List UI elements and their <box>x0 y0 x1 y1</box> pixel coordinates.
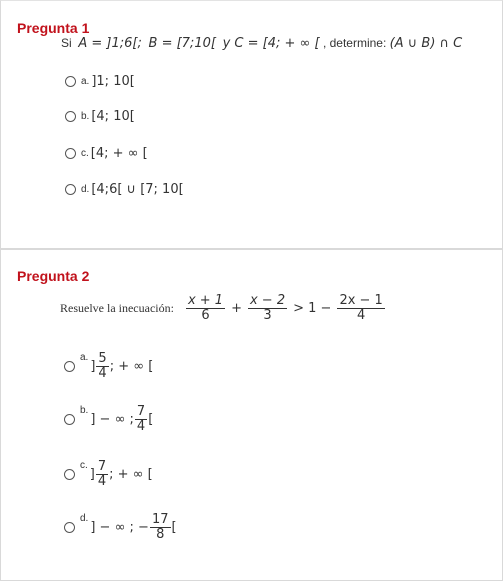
question-statement <box>61 36 462 51</box>
set-a: A = ]1;6[; <box>78 36 142 51</box>
option-fraction <box>96 352 108 380</box>
plus-sign: + <box>231 300 242 316</box>
inequality-statement <box>60 294 389 322</box>
fraction-denominator: 4 <box>97 473 107 489</box>
radio-button[interactable] <box>64 414 75 425</box>
statement-lead: Resuelve la inecuación: <box>60 300 174 315</box>
fraction-numerator: 17 <box>151 512 169 527</box>
statement-si: Si <box>61 36 72 50</box>
option-d[interactable] <box>64 513 177 541</box>
fraction-denominator: 4 <box>98 365 107 381</box>
statement-determine: , determine: <box>322 36 387 50</box>
fraction-numerator: 7 <box>97 459 107 474</box>
fraction-numerator: 7 <box>136 404 146 419</box>
option-letter: b. <box>80 405 89 416</box>
option-pre: ] − ∞ ; − <box>90 519 149 535</box>
fraction-numerator: 5 <box>98 351 107 366</box>
question-title: Pregunta 2 <box>17 268 90 284</box>
question-title: Pregunta 1 <box>17 20 90 36</box>
option-a[interactable] <box>64 352 153 380</box>
option-d[interactable] <box>65 182 184 197</box>
option-post: ; + ∞ [ <box>109 466 153 482</box>
option-letter: d. <box>81 184 90 195</box>
radio-button[interactable] <box>65 111 76 122</box>
option-post: ; + ∞ [ <box>109 358 154 374</box>
comparison: > 1 − <box>293 300 332 316</box>
option-c[interactable] <box>65 146 148 161</box>
fraction-denominator: 6 <box>201 307 210 323</box>
radio-button[interactable] <box>65 76 76 87</box>
fraction-3 <box>337 294 384 322</box>
fraction-2 <box>248 294 287 322</box>
option-letter: c. <box>81 148 89 159</box>
fraction-numerator: x + 1 <box>187 293 224 308</box>
radio-button[interactable] <box>65 184 76 195</box>
option-text: [4; 10[ <box>91 109 135 124</box>
radio-button[interactable] <box>64 522 75 533</box>
fraction-numerator: x − 2 <box>249 293 286 308</box>
fraction-denominator: 8 <box>156 526 165 542</box>
option-fraction <box>135 405 147 433</box>
fraction-denominator: 4 <box>136 418 146 434</box>
set-b: B = [7;10[ <box>148 36 216 51</box>
option-pre: ] − ∞ ; <box>90 411 134 427</box>
radio-button[interactable] <box>64 361 75 372</box>
question-1-card <box>0 0 503 249</box>
option-fraction <box>150 513 171 541</box>
option-text: [4;6[ ∪ [7; 10[ <box>91 182 184 197</box>
set-expression: (A ∪ B) ∩ C <box>389 36 463 51</box>
option-text: [4; + ∞ [ <box>90 146 148 161</box>
option-pre: ] <box>90 358 96 374</box>
fraction-denominator: 3 <box>263 307 272 323</box>
fraction-1 <box>186 294 225 322</box>
option-post: [ <box>171 519 177 535</box>
radio-button[interactable] <box>65 148 76 159</box>
fraction-numerator: 2x − 1 <box>339 293 383 308</box>
set-c: y C = [4; + ∞ [ <box>222 36 320 51</box>
option-fraction <box>96 460 108 488</box>
option-post: [ <box>148 411 154 427</box>
option-a[interactable] <box>65 74 135 89</box>
option-letter: c. <box>80 460 88 471</box>
fraction-denominator: 4 <box>357 307 366 323</box>
option-letter: d. <box>80 513 89 524</box>
option-text: ]1; 10[ <box>91 74 135 89</box>
option-c[interactable] <box>64 460 153 488</box>
option-letter: a. <box>81 76 90 87</box>
option-b[interactable] <box>65 109 135 124</box>
option-b[interactable] <box>64 405 153 433</box>
option-letter: b. <box>81 111 90 122</box>
option-pre: ] <box>89 466 95 482</box>
radio-button[interactable] <box>64 469 75 480</box>
option-letter: a. <box>80 352 89 363</box>
